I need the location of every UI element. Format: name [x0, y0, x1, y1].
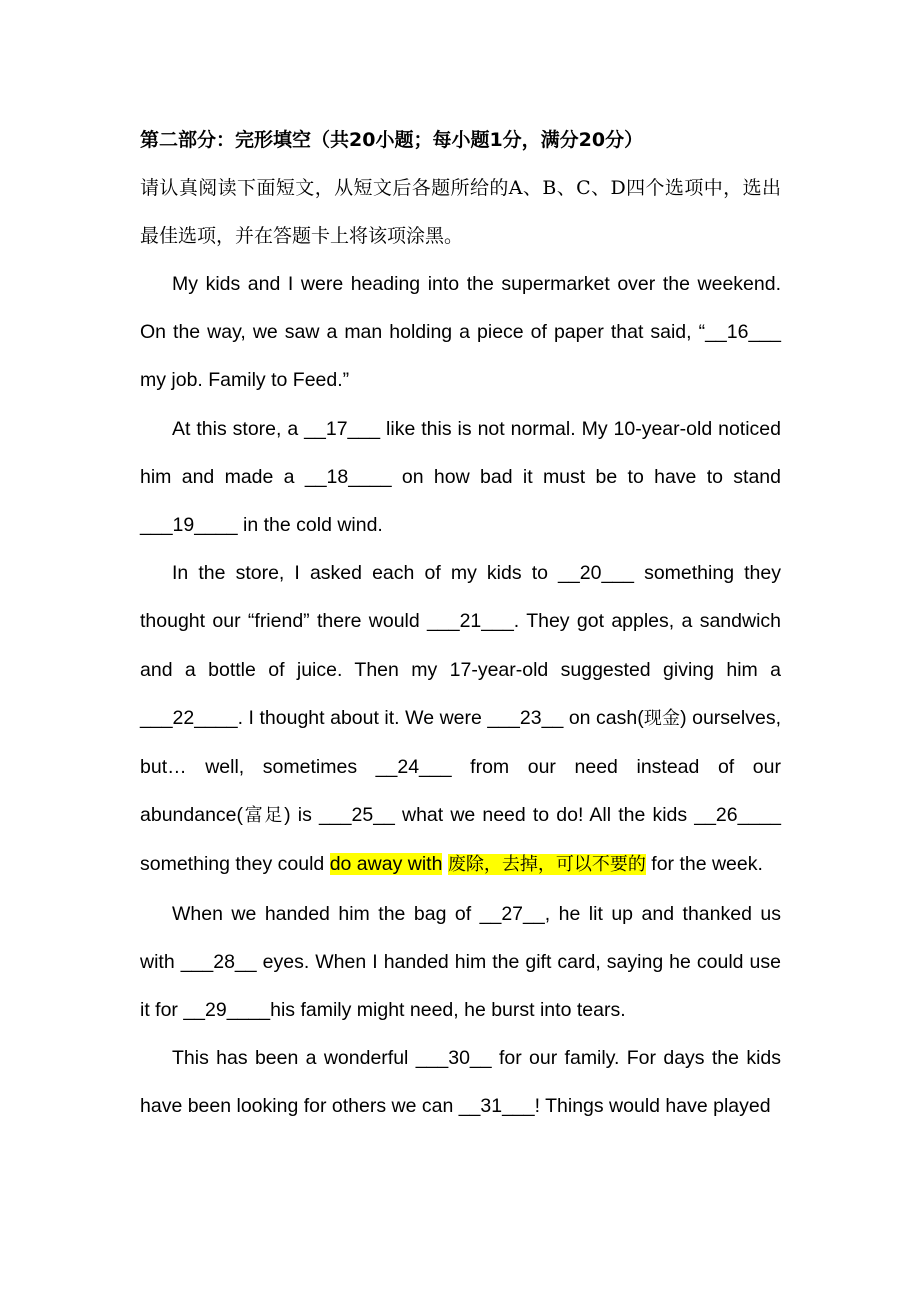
cash-chinese-gloss: 现金 [643, 707, 681, 729]
passage-paragraph-5: This has been a wonderful ___30__ for our family. For days the kids have been looking for others we can __31___! Things would have played [140, 1047, 781, 1118]
section-instructions: 请认真阅读下面短文，从短文后各题所给的A、B、C、D四个选项中，选出最佳选项，并在答题卡上将该项涂黑。 [140, 177, 781, 247]
passage-paragraph-1: My kids and I were heading into the supermarket over the weekend. On the way, we saw a man holding a piece of paper that said, “__16___ my job. Family to Feed.” [140, 273, 781, 392]
passage-paragraph-3-part-a: In the store, I asked each of my kids to __20___ something they thought our “friend” there would ___21___. They got apples, a sandwich and a bottle of juice. Then my 17-year-old suggested giving him a ___22____. I thought about it. We were ___23__ on cash( [140, 562, 781, 729]
abundance-chinese-gloss: 富足 [243, 805, 285, 827]
passage-paragraph-4: When we handed him the bag of __27__, he lit up and thanked us with ___28__ eyes. When I handed him the gift card, saying he could use it for __29____his family might need, he burst into tears. [140, 902, 781, 1022]
section-title: 第二部分：完形填空（共20小题；每小题1分，满分20分） [140, 129, 644, 151]
passage-paragraph-3-part-c: ) is ___25__ what we need to do! All the kids __26____ something they could [140, 804, 782, 876]
passage-paragraph-3-part-d: for the week. [645, 853, 763, 876]
passage-paragraph-3-part-b: ) ourselves, but… well, sometimes __24___ from our need instead of our abundance( [140, 706, 781, 827]
passage-paragraph-3 [140, 549, 781, 889]
highlighted-phrase-chinese: 废除，去掉，可以不要的 [447, 854, 646, 876]
passage-paragraph-2: At this store, a __17___ like this is not normal. My 10-year-old noticed him and made a __18____ on how bad it must be to have to stand ___19____ in the cold wind. [140, 417, 781, 537]
highlighted-phrase-english: do away with [329, 853, 443, 876]
document-page [140, 116, 781, 1131]
